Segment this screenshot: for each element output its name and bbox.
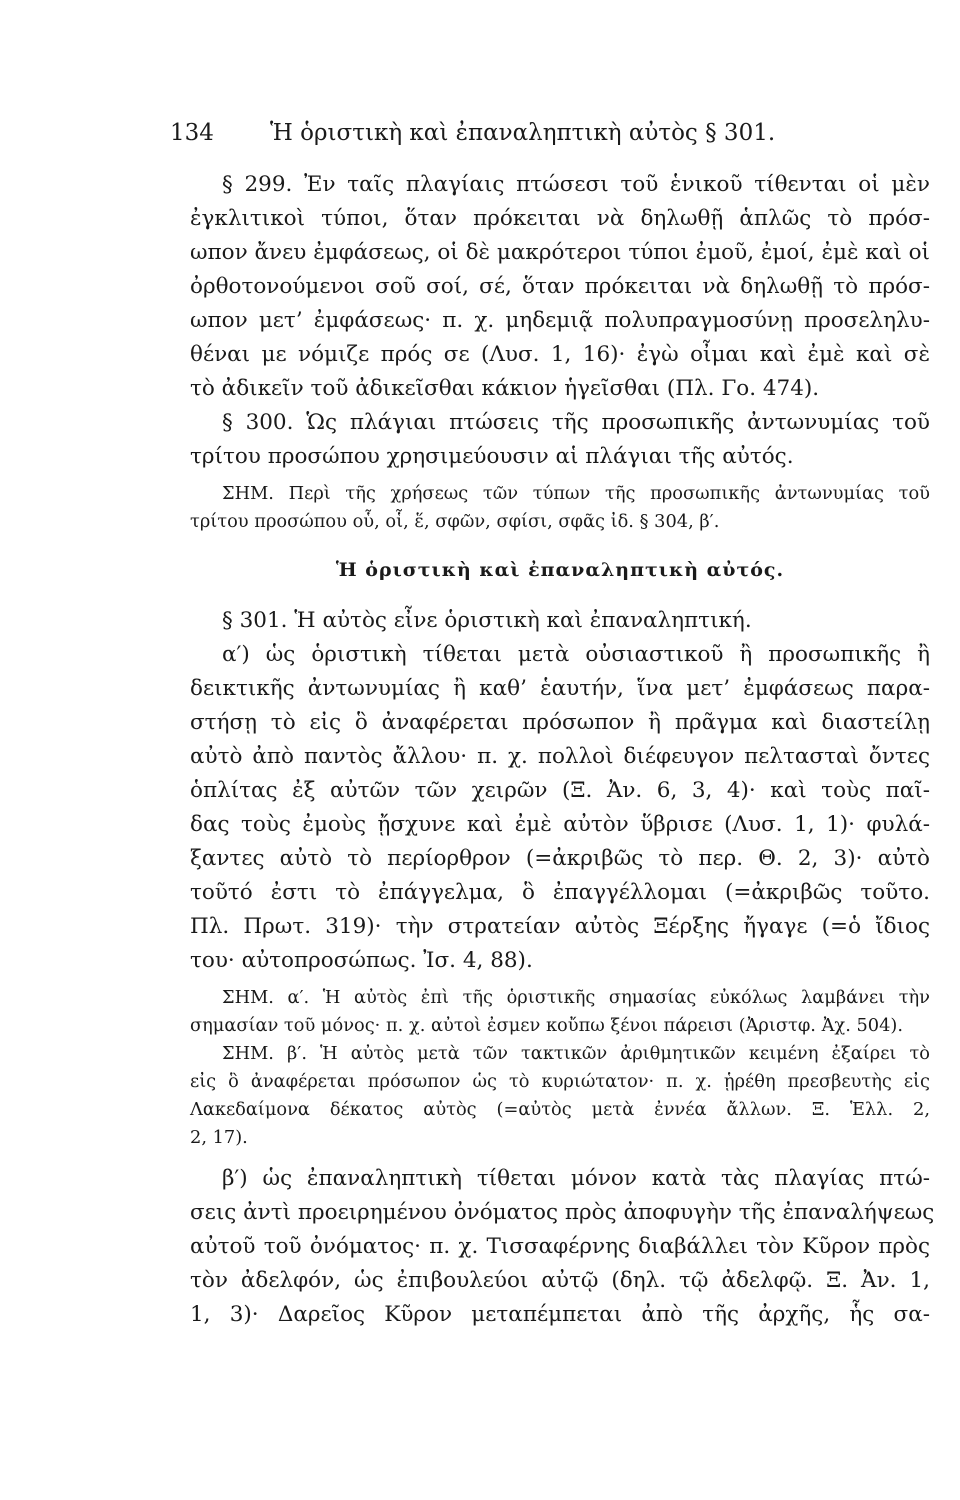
section-heading: Ἡ ὁριστικὴ καὶ ἐπαναληπτικὴ αὐτός. (335, 559, 785, 581)
note-line: τρίτου προσώπου οὗ, οἷ, ἕ, σφῶν, σφίσι, σφᾶς ἰδ. § 304, β′. (190, 511, 720, 532)
text-line: αὐτὸ ἀπὸ παντὸς ἄλλου· π. χ. πολλοὶ διέφευγον πελτασταὶ ὄντες (190, 744, 930, 769)
note-line: Λακεδαίμονα δέκατος αὐτὸς (=αὐτὸς μετὰ ἐννέα ἄλλων. Ξ. Ἑλλ. 2, (190, 1099, 930, 1120)
text-line: του· αὐτοπροσώπως. Ἰσ. 4, 88). (190, 948, 533, 973)
note-line: ΣΗΜ. Περὶ τῆς χρήσεως τῶν τύπων τῆς προσωπικῆς ἀντωνυμίας τοῦ (222, 483, 930, 504)
text-line: Πλ. Πρωτ. 319)· τὴν στρατείαν αὐτὸς Ξέρξης ἤγαγε (=ὁ ἴδιος (190, 914, 930, 939)
text-line: δας τοὺς ἐμοὺς ᾔσχυνε καὶ ἐμὲ αὐτὸν ὕβρισε (Λυσ. 1, 1)· φυλά- (190, 812, 930, 837)
note-beta (190, 1040, 930, 1152)
note-alpha (190, 984, 930, 1040)
running-title: Ἡ ὁριστικὴ καὶ ἐπαναληπτικὴ αὐτὸς § 301. (270, 120, 776, 146)
text-line: τοῦτό ἐστι τὸ ἐπάγγελμα, ὃ ἐπαγγέλλομαι (=ἀκριβῶς τοῦτο. (190, 880, 930, 905)
text-line: ωπον ἄνευ ἐμφάσεως, οἱ δὲ μακρότεροι τύποι ἐμοῦ, ἐμοί, ἐμὲ καὶ οἱ (190, 240, 930, 265)
note-line: ΣΗΜ. α′. Ἡ αὐτὸς ἐπὶ τῆς ὁριστικῆς σημασίας εὐκόλως λαμβάνει τὴν (222, 987, 930, 1008)
paragraph-300 (190, 406, 930, 474)
text-line: τὸν ἀδελφόν, ὡς ἐπιβουλεύοι αὐτῷ (δηλ. τῷ ἀδελφῷ. Ξ. Ἀν. 1, (190, 1268, 930, 1293)
text-line: ἐγκλιτικοὶ τύποι, ὅταν πρόκειται νὰ δηλωθῇ ἁπλῶς τὸ πρόσ- (190, 206, 930, 231)
text-line: § 301. Ἡ αὐτὸς εἶνε ὁριστικὴ καὶ ἐπαναληπτική. (222, 608, 752, 633)
text-line: ξαντες αὐτὸ τὸ περίορθρον (=ἀκριβῶς τὸ περ. Θ. 2, 3)· αὐτὸ (190, 846, 930, 871)
note-300 (190, 480, 930, 536)
page-number: 134 (170, 120, 214, 146)
note-line: σημασίαν τοῦ μόνος· π. χ. αὐτοὶ ἐσμεν κοὔπω ξένοι πάρεισι (Ἀριστφ. Ἀχ. 504). (190, 1015, 904, 1036)
text-line: § 300. Ὡς πλάγιαι πτώσεις τῆς προσωπικῆς ἀντωνυμίας τοῦ (222, 410, 930, 435)
text-line: § 299. Ἐν ταῖς πλαγίαις πτώσεσι τοῦ ἑνικοῦ τίθενται οἱ μὲν (222, 172, 930, 197)
running-header (170, 120, 870, 146)
text-line: τὸ ἀδικεῖν τοῦ ἀδικεῖσθαι κάκιον ἡγεῖσθαι (Πλ. Γο. 474). (190, 376, 820, 401)
paragraph-301 (190, 604, 930, 978)
text-line: β′) ὡς ἐπαναληπτικὴ τίθεται μόνον κατὰ τὰς πλαγίας πτώ- (222, 1166, 930, 1191)
text-line: θέναι με νόμιζε πρός σε (Λυσ. 1, 16)· ἐγὼ οἶμαι καὶ ἐμὲ καὶ σὲ (190, 342, 930, 367)
text-line: στήσῃ τὸ εἰς ὃ ἀναφέρεται πρόσωπον ἢ πρᾶγμα καὶ διαστείλῃ (190, 710, 930, 735)
text-line: τρίτου προσώπου χρησιμεύουσιν αἱ πλάγιαι τῆς αὐτός. (190, 444, 794, 469)
paragraph-beta (190, 1162, 935, 1332)
note-line: ΣΗΜ. β′. Ἡ αὐτὸς μετὰ τῶν τακτικῶν ἀριθμητικῶν κειμένη ἐξαίρει τὸ (222, 1043, 930, 1064)
page-body (190, 168, 935, 1332)
text-line: ὀρθοτονούμενοι σοῦ σοί, σέ, ὅταν πρόκειται νὰ δηλωθῇ τὸ πρόσ- (190, 274, 930, 299)
text-line: ωπον μετ’ ἐμφάσεως· π. χ. μηδεμιᾷ πολυπραγμοσύνῃ προσεληλυ- (190, 308, 930, 333)
text-line: σεις ἀντὶ προειρημένου ὀνόματος πρὸς ἀποφυγὴν τῆς ἐπαναλήψεως (190, 1200, 935, 1225)
text-line: ὁπλίτας ἐξ αὐτῶν τῶν χειρῶν (Ξ. Ἀν. 6, 3, 4)· καὶ τοὺς παῖ- (190, 778, 930, 803)
text-line: δεικτικῆς ἀντωνυμίας ἢ καθ’ ἑαυτήν, ἵνα μετ’ ἐμφάσεως παρα- (190, 676, 930, 701)
note-line: 2, 17). (190, 1127, 248, 1148)
text-line: α′) ὡς ὁριστικὴ τίθεται μετὰ οὐσιαστικοῦ ἢ προσωπικῆς ἢ (222, 642, 930, 667)
text-line: αὐτοῦ τοῦ ὀνόματος· π. χ. Τισσαφέρνης διαβάλλει τὸν Κῦρον πρὸς (190, 1234, 930, 1259)
note-line: εἰς ὃ ἀναφέρεται πρόσωπον ὡς τὸ κυριώτατον· π. χ. ᾑρέθη πρεσβευτὴς εἰς (190, 1071, 930, 1092)
paragraph-299 (190, 168, 930, 406)
text-line: 1, 3)· Δαρεῖος Κῦρον μεταπέμπεται ἀπὸ τῆς ἀρχῆς, ἧς σα- (190, 1302, 930, 1327)
